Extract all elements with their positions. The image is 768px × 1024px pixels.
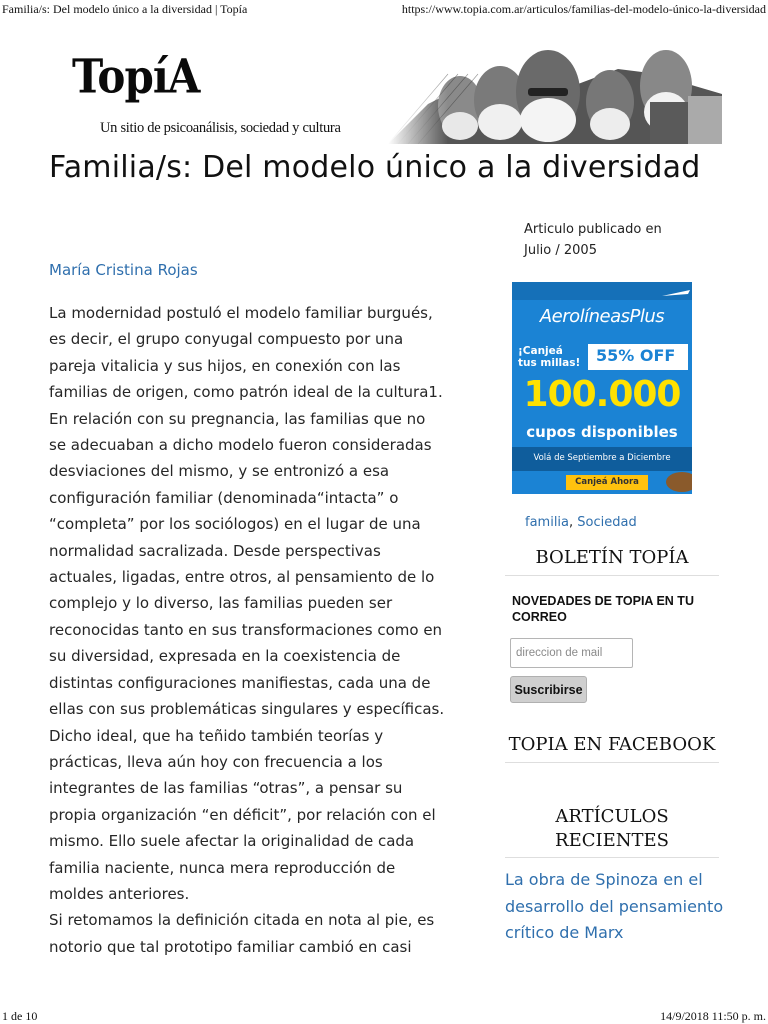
- article-line: distintas configuraciones manifiestas, cada una de: [49, 673, 431, 692]
- ad-canjea-line1: ¡Canjeá: [518, 345, 563, 357]
- article-line: notorio que tal prototipo familiar cambió en casi: [49, 937, 412, 956]
- print-header: [0, 0, 768, 20]
- article-line: pareja vitalicia y sus hijos, en conexión con las: [49, 356, 401, 375]
- article-line: La modernidad postuló el modelo familiar burgués,: [49, 304, 433, 322]
- print-footer: [0, 1008, 768, 1024]
- tag-separator: ,: [569, 515, 574, 530]
- article-line: se adecuaban a dicho modelo fueron consideradas: [49, 436, 432, 455]
- article-tags: [525, 515, 637, 530]
- facebook-heading: TOPIA EN FACEBOOK: [508, 734, 716, 755]
- article-line: configuración familiar (denominada“intacta” o: [49, 488, 399, 507]
- ad-canjea-text: [518, 345, 584, 369]
- article-line: integrantes de las familias “otras”, a pensar su: [49, 779, 403, 798]
- freud-portraits-illustration: [388, 44, 722, 144]
- article-line: reconocidas tanto en sus transformaciones como en: [49, 620, 443, 639]
- article-line: prácticas, lleva aún hoy con frecuencia a los: [49, 752, 383, 771]
- ad-big-number: 100.000: [523, 374, 681, 415]
- article-line: desviaciones del mismo, y se entronizó a esa: [49, 462, 390, 481]
- recent-heading-line1: ARTÍCULOS: [555, 806, 669, 827]
- print-page-number: 1 de 10: [2, 1009, 38, 1023]
- article-line: Dicho ideal, que ha teñido también teorías y: [49, 726, 384, 745]
- recent-article-link[interactable]: La obra de Spinoza en el desarrollo del pensamiento crítico de Marx: [505, 870, 724, 942]
- article-body: [49, 300, 469, 960]
- print-datetime: 14/9/2018 11:50 p. m.: [660, 1009, 766, 1023]
- article-line: moldes anteriores.: [49, 884, 190, 903]
- divider: [505, 575, 719, 576]
- article-line: complejo y lo diverso, las familias pueden ser: [49, 594, 393, 613]
- article-line: Si retomamos la definición citada en nota al pie, es: [49, 911, 435, 930]
- article-line: propia organización “en déficit”, por relación con el: [49, 805, 436, 824]
- article-line: actuales, ligadas, entre otros, al pensamiento de lo: [49, 568, 435, 587]
- print-page-url: https://www.topia.com.ar/articulos/familias-del-modelo-único-la-diversidad: [401, 2, 766, 16]
- article-line: mismo. Ello suele afectar la originalidad de cada: [49, 832, 415, 851]
- email-field[interactable]: [510, 638, 633, 668]
- article-line: su diversidad, expresada en la coexistencia de: [49, 647, 401, 666]
- article-line: familia naciente, nunca mera reproducción de: [49, 858, 396, 877]
- site-tagline: Un sitio de psicoanálisis, sociedad y cultura: [100, 120, 341, 136]
- published-date: Julio / 2005: [524, 243, 597, 258]
- tag-familia[interactable]: familia: [525, 515, 570, 530]
- divider: [505, 857, 719, 858]
- article-line: familias de origen, como patrón ideal de la cultura1.: [49, 383, 443, 402]
- article-title: Familia/s: Del modelo único a la diversidad: [49, 150, 701, 185]
- ad-cta-button[interactable]: Canjeá Ahora: [566, 475, 648, 490]
- publication-meta: [524, 219, 662, 261]
- author-link[interactable]: María Cristina Rojas: [49, 261, 198, 279]
- ad-vola-text: Volá de Septiembre a Diciembre: [533, 453, 671, 463]
- site-logo[interactable]: TopíA: [72, 49, 200, 104]
- newsletter-heading: BOLETÍN TOPÍA: [535, 547, 689, 568]
- recent-heading-line2: RECIENTES: [555, 830, 669, 851]
- article-line: “completa” por los sociólogos) en el lugar de una: [49, 515, 421, 534]
- print-page-title: Familia/s: Del modelo único a la diversidad | Topía: [2, 2, 248, 16]
- ad-banner-aerolineas[interactable]: [512, 282, 692, 494]
- tag-sociedad[interactable]: Sociedad: [577, 515, 637, 530]
- ad-cupos: cupos disponibles: [526, 423, 678, 441]
- divider: [505, 762, 719, 763]
- ad-brand: AerolíneasPlus: [539, 306, 665, 327]
- site-banner[interactable]: [70, 44, 720, 144]
- ad-discount: 55% OFF: [596, 346, 676, 365]
- article-line: normalidad sacralizada. Desde perspectivas: [49, 541, 381, 560]
- published-label: Articulo publicado en: [524, 222, 662, 237]
- article-line: es decir, el grupo conyugal compuesto por una: [49, 330, 404, 349]
- newsletter-label: NOVEDADES DE TOPIA EN TU CORREO: [512, 594, 694, 624]
- recent-articles-heading: [505, 805, 719, 853]
- subscribe-button[interactable]: Suscribirse: [510, 676, 587, 703]
- article-line: En relación con su pregnancia, las familias que no: [49, 409, 426, 428]
- ad-canjea-line2: tus millas!: [518, 357, 581, 369]
- article-line: ellas con sus problemáticas singulares y específicas.: [49, 700, 445, 719]
